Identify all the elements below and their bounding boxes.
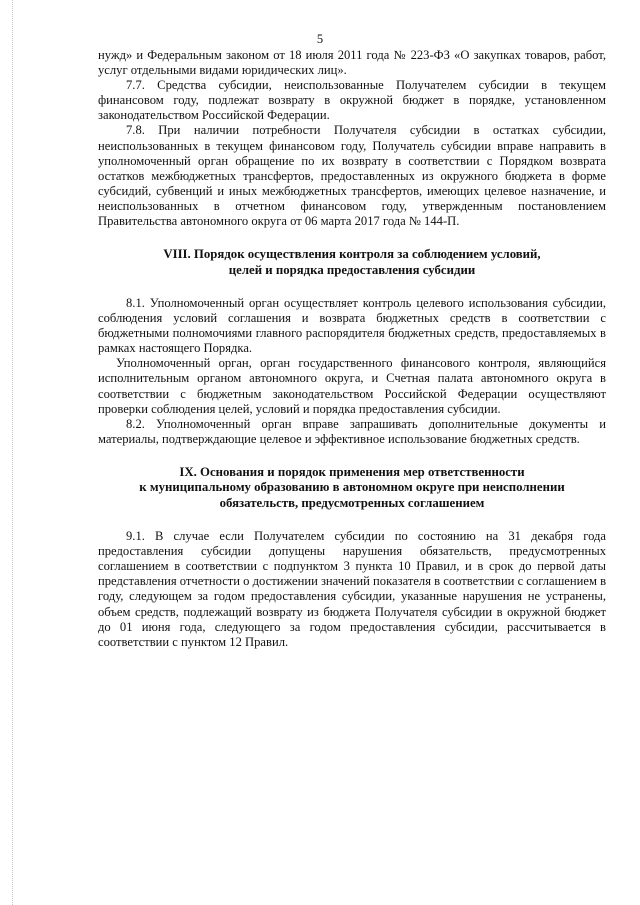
section-9-heading-line-2: к муниципальному образованию в автономном округе при неисполнении — [139, 480, 565, 495]
scan-edge-mark — [12, 0, 13, 905]
section-8-heading-line-1: VIII. Порядок осуществления контроля за соблюдением условий, — [163, 247, 541, 262]
section-8-heading-line-2: целей и порядка предоставления субсидии — [228, 262, 476, 277]
paragraph-7-7: 7.7. Средства субсидии, неиспользованные Получателем субсидии в текущем финансовом году, подлежат возврату в окружной бюджет в порядке, установленном законодательством Российской Федерации. — [98, 78, 606, 123]
paragraph-8-1: 8.1. Уполномоченный орган осуществляет контроль целевого использования субсидии, соблюдения условий соглашения и возврата бюджетных средств в соответствии с бюджетными полномочиями главного распорядителя бюджетных средств, предоставляемых в рамках настоящего Порядка. — [98, 295, 606, 356]
paragraph-9-1: 9.1. В случае если Получателем субсидии по состоянию на 31 декабря года предоставления субсидии допущены нарушения обязательств, предусмотренных соглашением в соответствии с подпунктом 3 пункта 10 Правил, и в срок до первой даты представления отчетности о достижении значений показателя в соответствии с соглашением в году, следующем за годом предоставления субсидии, указанные нарушения не устранены, объем средств, подлежащий возврату из бюджета Получателя субсидии в окружной бюджет до 01 июня года, следующего за годом предоставления субсидии, рассчитывается в соответствии с пунктом 12 Правил. — [98, 529, 607, 649]
paragraph-continuation: нужд» и Федеральным законом от 18 июля 2011 года № 223-ФЗ «О закупках товаров, работ, услуг отдельными видами юридических лиц». — [98, 48, 606, 78]
section-9-heading-line-3: обязательств, предусмотренных соглашением — [219, 495, 485, 510]
paragraph-8-2: 8.2. Уполномоченный орган вправе запрашивать дополнительные документы и материалы, подтверждающие целевое и эффективное использование бюджетных средств. — [98, 416, 606, 446]
paragraph-8-1-cont: Уполномоченный орган, орган государственного финансового контроля, являющийся исполнительным органом автономного округа, и Счетная палата автономного округа в соответствии с бюджетным законодательством Российской Федерации осуществляют проверки соблюдения целей, условий и порядка предоставления субсидии. — [98, 356, 606, 416]
section-8-heading — [98, 247, 606, 278]
document-body — [98, 48, 606, 650]
paragraph-7-8: 7.8. При наличии потребности Получателя субсидии в остатках субсидии, неиспользованных в текущем финансовом году, Получатель субсидии вправе направить в уполномоченный орган обращение по их возврату в соответствии с Порядком возврата остатков межбюджетных трансфертов, предоставленных из окружного бюджета в форме субсидий, субвенций и иных межбюджетных трансфертов, имеющих целевое назначение, и неиспользованных в отчетном финансовом году, утвержденным постановлением Правительства автономного округа от 06 марта 2017 года № 144-П. — [98, 123, 606, 229]
section-9-heading-line-1: IX. Основания и порядок применения мер ответственности — [179, 464, 525, 479]
page-number: 5 — [316, 32, 324, 46]
section-9-heading — [98, 465, 606, 511]
